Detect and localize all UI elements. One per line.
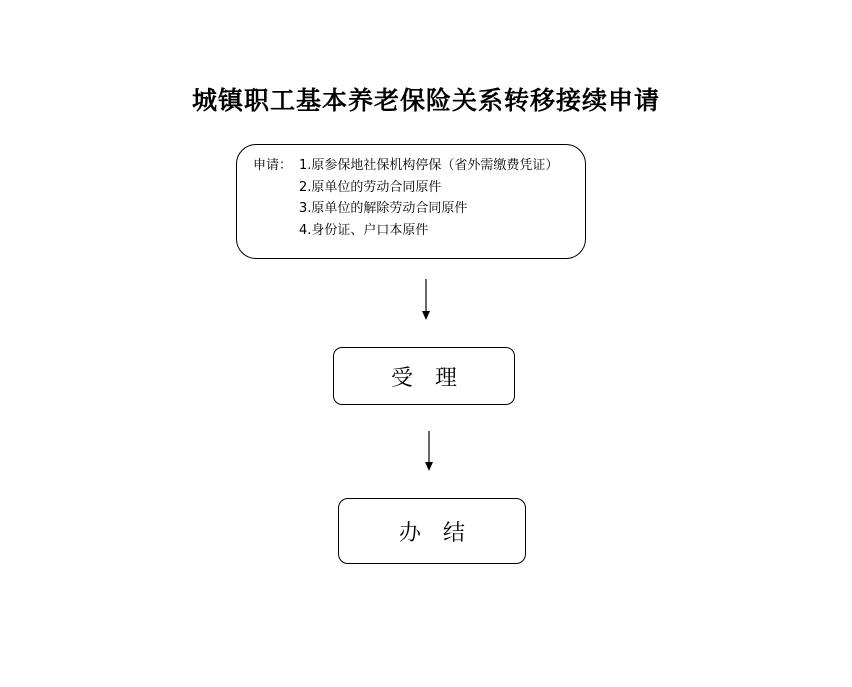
- apply-items-list: [299, 158, 558, 244]
- apply-item: 2.原单位的劳动合同原件: [299, 179, 442, 195]
- page-title: 城镇职工基本养老保险关系转移接续申请: [191, 86, 660, 115]
- down-arrow-icon: [421, 279, 431, 321]
- step-accept-box: [333, 347, 515, 405]
- step-accept-label: 受 理: [390, 365, 457, 391]
- apply-item: 4.身份证、户口本原件: [299, 222, 429, 238]
- apply-item: 3.原单位的解除劳动合同原件: [299, 201, 468, 216]
- apply-label: 申请：: [253, 158, 293, 173]
- apply-item: 1.原参保地社保机构停保（省外需缴费凭证）: [299, 158, 559, 173]
- step-done-label: 办 结: [398, 520, 465, 546]
- apply-box: [236, 144, 586, 259]
- down-arrow-icon: [424, 431, 434, 473]
- step-done-box: [338, 498, 526, 564]
